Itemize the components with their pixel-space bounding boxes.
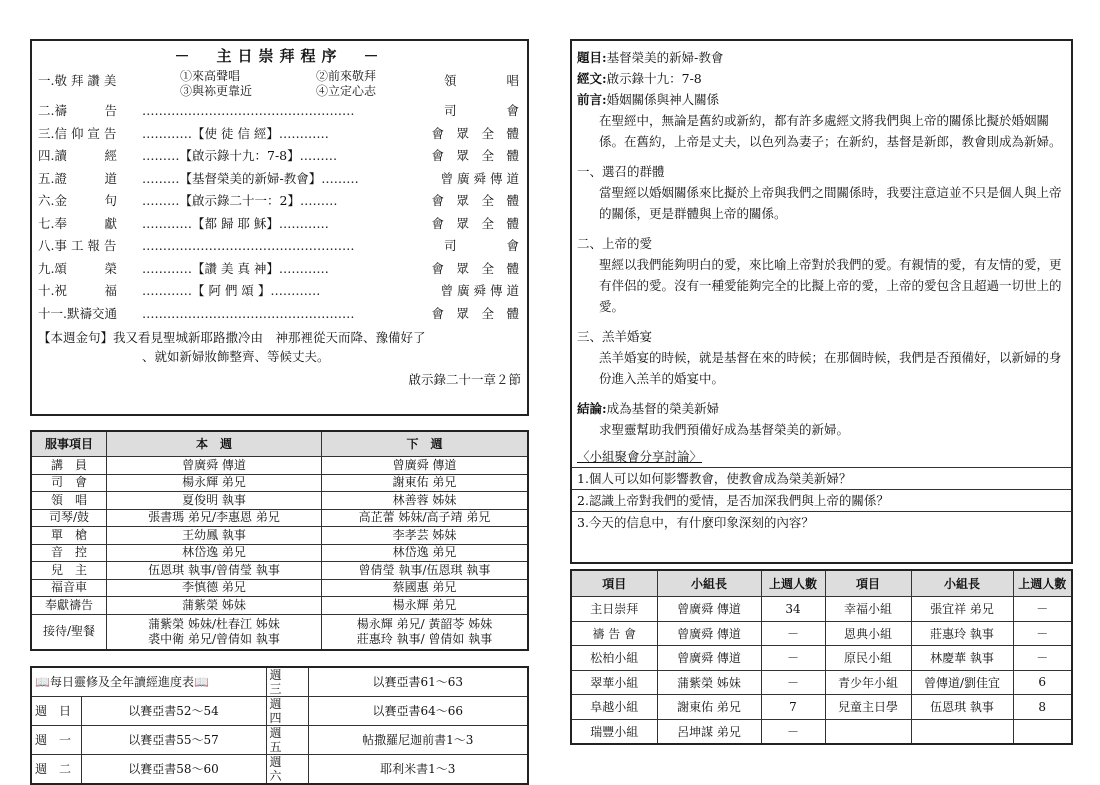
order-item-leader: 曾 廣 舜 傳 道 bbox=[440, 283, 519, 298]
call-to-worship-options bbox=[180, 70, 452, 99]
roster-cell: 福音車 bbox=[31, 579, 107, 597]
group-cell: － bbox=[1013, 597, 1072, 622]
roster-row-reception bbox=[31, 614, 528, 650]
discussion-questions bbox=[577, 467, 1066, 533]
order-item-leader: 會 眾 全 體 bbox=[431, 305, 519, 321]
group-cell: 曾傳道/劉佳宜 bbox=[911, 670, 1013, 695]
order-item-detail: …………【讚 美 真 神】………… bbox=[142, 260, 329, 276]
intro-body: 在聖經中，無論是舊約或新約，都有許多處經文將我們與上帝的關係比擬於婚姻關係。在舊約，上帝是丈夫，以色列為妻子；在新約，基督是新郎，教會則成為新婦。 bbox=[599, 113, 1062, 149]
scripture-label: 經文: bbox=[577, 71, 607, 86]
roster-cell: 高芷蕾 姊妹/高子靖 弟兄 bbox=[322, 509, 529, 527]
order-item-leader: 會 眾 全 體 bbox=[431, 148, 519, 163]
roster-cell bbox=[322, 614, 529, 650]
roster-line: 莊惠玲 執事/ 曾倩如 執事 bbox=[356, 631, 493, 646]
roster-cell: 奉獻禱告 bbox=[31, 597, 107, 615]
reading-text: 以賽亞書52～54 bbox=[81, 697, 266, 726]
roster-row bbox=[31, 562, 528, 580]
roster-cell: 王幼鳳 執事 bbox=[107, 527, 322, 545]
group-header: 上週人數 bbox=[1013, 570, 1072, 597]
roster-row bbox=[31, 509, 528, 527]
order-row bbox=[38, 235, 521, 258]
order-row bbox=[38, 213, 521, 236]
section-heading: 一、選召的群體 bbox=[577, 164, 665, 179]
option-item: ④立定心志 bbox=[316, 84, 377, 98]
order-item-detail: …………【 阿 們 頌 】………… bbox=[142, 283, 321, 298]
order-title: － 主日崇拜程序 － bbox=[174, 47, 385, 65]
group-cell: 曾廣舜 傳道 bbox=[657, 621, 761, 646]
reading-row bbox=[31, 697, 528, 726]
group-cell: 莊惠玲 執事 bbox=[911, 621, 1013, 646]
group-cell: 阜越小組 bbox=[571, 695, 657, 720]
option-item: ③與袮更靠近 bbox=[180, 84, 253, 98]
intro-label: 前言: bbox=[577, 92, 607, 107]
roster-cell: 林岱逸 弟兄 bbox=[107, 544, 322, 562]
roster-line: 楊永輝 弟兄/ 黃韶苓 姊妹 bbox=[356, 616, 493, 631]
group-cell: 林慶華 執事 bbox=[911, 646, 1013, 671]
section-body: 聖經以我們能夠明白的愛，來比喻上帝對於我們的愛。有親情的愛，有友情的愛，更有伴侶的愛。沒有一種愛能夠完全的比擬上帝的愛，上帝的愛包含且超過一切世上的愛。 bbox=[599, 257, 1062, 314]
group-row bbox=[571, 646, 1072, 671]
sermon-section bbox=[577, 233, 1066, 317]
discussion-title: 〈小組聚會分享討論〉 bbox=[577, 449, 703, 464]
reading-text: 以賽亞書64～66 bbox=[308, 697, 528, 726]
reading-row bbox=[31, 667, 528, 697]
group-cell: 張宜祥 弟兄 bbox=[911, 597, 1013, 622]
group-cell: － bbox=[761, 670, 825, 695]
group-cell: 兒童主日學 bbox=[825, 695, 911, 720]
verse-reference: 啟示錄二十一章２節 bbox=[408, 372, 521, 387]
reading-row bbox=[31, 726, 528, 755]
group-cell: 曾廣舜 傳道 bbox=[657, 646, 761, 671]
group-row bbox=[571, 621, 1072, 646]
weekly-verse bbox=[38, 328, 521, 389]
discussion-question: 2.認識上帝對我們的愛情，是否加深我們與上帝的關係？ bbox=[572, 489, 1071, 511]
order-item-leader: 司 會 bbox=[443, 103, 519, 118]
order-row bbox=[38, 145, 521, 168]
reading-text: 耶利米書1～3 bbox=[308, 755, 528, 785]
order-item-label: 三.信 仰 宣 告 bbox=[38, 125, 117, 141]
order-item-leader: 會 眾 全 體 bbox=[431, 193, 519, 208]
order-row bbox=[38, 258, 521, 281]
order-row bbox=[38, 168, 521, 191]
verse-text-1: 我又看見聖城新耶路撒冷由 神那裡從天而降、豫備好了 bbox=[113, 330, 426, 345]
group-attendance-table bbox=[570, 569, 1073, 745]
reading-day: 週 二 bbox=[31, 755, 81, 785]
discussion-question: 1.個人可以如何影響教會，使教會成為榮美新婦？ bbox=[572, 467, 1071, 489]
roster-row bbox=[31, 544, 528, 562]
roster-cell: 曾廣舜 傳道 bbox=[322, 457, 529, 475]
reading-title-cell bbox=[31, 667, 266, 697]
option-item: ②前來敬拜 bbox=[316, 70, 377, 83]
group-cell: 蒲紫榮 姊妹 bbox=[657, 670, 761, 695]
order-item-leader: 曾 廣 舜 傳 道 bbox=[440, 170, 519, 186]
group-cell: 8 bbox=[1013, 695, 1072, 720]
conclusion-heading: 成為基督的榮美新婦 bbox=[606, 401, 720, 416]
group-row bbox=[571, 719, 1072, 744]
roster-cell: 司 會 bbox=[31, 474, 107, 492]
reading-schedule-table bbox=[30, 666, 529, 785]
group-cell: 7 bbox=[761, 695, 825, 720]
reading-day: 週 四 bbox=[266, 697, 308, 726]
sermon-section bbox=[577, 161, 1066, 224]
reading-day: 週 三 bbox=[266, 667, 308, 697]
option-item: ①來高聲唱 bbox=[180, 70, 241, 83]
order-item-label: 十.祝 福 bbox=[38, 283, 117, 298]
group-cell: 伍恩琪 執事 bbox=[911, 695, 1013, 720]
roster-cell: 林善蓉 姊妹 bbox=[322, 492, 529, 510]
roster-header: 服事項目 bbox=[31, 431, 107, 457]
group-cell: 禱 告 會 bbox=[571, 621, 657, 646]
order-item-detail: ………【啟示錄二十一：2】……… bbox=[142, 193, 338, 208]
roster-row bbox=[31, 457, 528, 475]
group-cell: 曾廣舜 傳道 bbox=[657, 597, 761, 622]
reading-text: 以賽亞書58～60 bbox=[81, 755, 266, 785]
order-row bbox=[38, 303, 521, 326]
order-rows bbox=[38, 70, 521, 325]
roster-cell: 蒲紫榮 姊妹 bbox=[107, 597, 322, 615]
reading-title: 每日靈修及全年讀經進度表 bbox=[49, 675, 194, 689]
book-icon: 📖 bbox=[35, 675, 50, 689]
group-header: 項目 bbox=[825, 570, 911, 597]
verse-text-2: 、就如新婦妝飾整齊、等候丈夫。 bbox=[142, 349, 330, 364]
roster-cell: 兒 主 bbox=[31, 562, 107, 580]
roster-cell: 夏俊明 執事 bbox=[107, 492, 322, 510]
order-item-detail: …………………………………………… bbox=[142, 103, 355, 118]
roster-cell: 司琴/鼓 bbox=[31, 509, 107, 527]
order-item-label: 五.證 道 bbox=[38, 170, 117, 186]
service-roster-table bbox=[30, 430, 529, 651]
verse-label: 【本週金句】 bbox=[38, 330, 114, 345]
order-item-detail: ………【啟示錄十九：7-8】……… bbox=[142, 148, 338, 163]
roster-header: 本 週 bbox=[107, 431, 322, 457]
scripture-text: 啟示錄十九：7-8 bbox=[606, 71, 702, 86]
roster-cell bbox=[107, 614, 322, 650]
roster-cell: 張書瑪 弟兄/李惠恩 弟兄 bbox=[107, 509, 322, 527]
group-cell: 34 bbox=[761, 597, 825, 622]
roster-cell: 楊永輝 弟兄 bbox=[107, 474, 322, 492]
roster-line: 裘中衛 弟兄/曾倩如 執事 bbox=[148, 631, 280, 646]
order-item-label: 六.金 句 bbox=[38, 193, 117, 208]
order-item-label: 九.頌 榮 bbox=[38, 260, 117, 276]
roster-row bbox=[31, 492, 528, 510]
order-item-detail: …………【使 徒 信 經】………… bbox=[142, 125, 329, 141]
order-item-label: 十一.默禱交通 bbox=[38, 305, 117, 321]
group-cell: － bbox=[761, 621, 825, 646]
roster-cell: 李孝芸 姊妹 bbox=[322, 527, 529, 545]
section-body: 羔羊婚宴的時候，就是基督在來的時候；在那個時候，我們是否預備好，以新婦的身份進入羔羊的婚宴中。 bbox=[599, 350, 1062, 386]
roster-line: 蒲紫榮 姊妹/杜春江 姊妹 bbox=[148, 616, 280, 631]
sermon-outline bbox=[570, 39, 1073, 564]
order-row bbox=[38, 70, 521, 100]
section-heading: 二、上帝的愛 bbox=[577, 236, 653, 251]
sermon-title-label: 題目: bbox=[577, 50, 607, 65]
order-item-label: 一.敬 拜 讚 美 bbox=[38, 73, 117, 88]
intro-heading: 婚姻關係與神人關係 bbox=[606, 92, 720, 107]
sermon-title: 基督榮美的新婦-教會 bbox=[606, 50, 724, 65]
roster-cell: 蔡國惠 弟兄 bbox=[322, 579, 529, 597]
group-cell: 瑞豐小組 bbox=[571, 719, 657, 744]
conclusion-label: 結論: bbox=[577, 401, 607, 416]
roster-header: 下 週 bbox=[322, 431, 529, 457]
section-body: 當聖經以婚姻關係來比擬於上帝與我們之間關係時，我要注意這並不只是個人與上帝的關係，更是群體與上帝的關係。 bbox=[599, 185, 1062, 221]
roster-cell: 楊永輝 弟兄 bbox=[322, 597, 529, 615]
order-item-leader: 司 會 bbox=[443, 238, 519, 253]
roster-row bbox=[31, 527, 528, 545]
roster-cell: 謝東佑 弟兄 bbox=[322, 474, 529, 492]
order-of-service bbox=[30, 39, 529, 416]
roster-row bbox=[31, 597, 528, 615]
group-cell: － bbox=[1013, 621, 1072, 646]
group-cell: 謝東佑 弟兄 bbox=[657, 695, 761, 720]
reading-day: 週 一 bbox=[31, 726, 81, 755]
reading-text: 以賽亞書55～57 bbox=[81, 726, 266, 755]
order-item-detail: ………【基督榮美的新婦-教會】……… bbox=[142, 170, 359, 186]
book-icon: 📖 bbox=[193, 675, 209, 689]
group-cell: 青少年小組 bbox=[825, 670, 911, 695]
group-cell: 呂坤謀 弟兄 bbox=[657, 719, 761, 744]
order-item-label: 八.事 工 報 告 bbox=[38, 238, 117, 253]
order-row bbox=[38, 100, 521, 123]
reading-day: 週 六 bbox=[266, 755, 308, 785]
group-cell: － bbox=[761, 646, 825, 671]
order-row bbox=[38, 190, 521, 213]
section-heading: 三、羔羊婚宴 bbox=[577, 329, 653, 344]
roster-cell: 領 唱 bbox=[31, 492, 107, 510]
roster-cell: 曾廣舜 傳道 bbox=[107, 457, 322, 475]
group-row bbox=[571, 670, 1072, 695]
order-item-label: 七.奉 獻 bbox=[38, 215, 117, 231]
order-item-leader: 會 眾 全 體 bbox=[431, 215, 519, 231]
group-cell: 恩典小組 bbox=[825, 621, 911, 646]
group-cell bbox=[911, 719, 1013, 744]
order-item-detail: …………【都 歸 耶 穌】………… bbox=[142, 215, 329, 231]
discussion-question: 3.今天的信息中，有什麼印象深刻的內容？ bbox=[572, 511, 1071, 533]
group-cell: 松柏小組 bbox=[571, 646, 657, 671]
reading-text: 帖撒羅尼迦前書1～3 bbox=[308, 726, 528, 755]
order-row bbox=[38, 280, 521, 303]
group-cell: 翠華小組 bbox=[571, 670, 657, 695]
group-cell: 6 bbox=[1013, 670, 1072, 695]
reading-row bbox=[31, 755, 528, 785]
order-item-detail: …………………………………………… bbox=[142, 238, 355, 253]
order-item-leader: 會 眾 全 體 bbox=[431, 125, 519, 141]
sermon-section bbox=[577, 326, 1066, 389]
group-cell: 幸福小組 bbox=[825, 597, 911, 622]
group-cell: － bbox=[761, 719, 825, 744]
reading-text: 以賽亞書61～63 bbox=[308, 667, 528, 697]
group-row bbox=[571, 695, 1072, 720]
roster-cell: 講 員 bbox=[31, 457, 107, 475]
group-cell bbox=[1013, 719, 1072, 744]
group-cell: － bbox=[1013, 646, 1072, 671]
roster-cell: 伍恩琪 執事/曾倩瑩 執事 bbox=[107, 562, 322, 580]
group-header: 小組長 bbox=[657, 570, 761, 597]
reading-day: 週 日 bbox=[31, 697, 81, 726]
group-header: 上週人數 bbox=[761, 570, 825, 597]
sermon-sections bbox=[577, 161, 1066, 389]
order-row bbox=[38, 123, 521, 146]
group-cell: 原民小組 bbox=[825, 646, 911, 671]
roster-cell: 林岱逸 弟兄 bbox=[322, 544, 529, 562]
group-header: 項目 bbox=[571, 570, 657, 597]
roster-cell: 接待/聖餐 bbox=[31, 614, 107, 650]
group-row bbox=[571, 597, 1072, 622]
roster-row bbox=[31, 474, 528, 492]
roster-cell: 曾倩瑩 執事/伍恩琪 執事 bbox=[322, 562, 529, 580]
order-item-label: 四.讀 經 bbox=[38, 148, 117, 163]
group-header: 小組長 bbox=[911, 570, 1013, 597]
order-item-leader: 會 眾 全 體 bbox=[431, 260, 519, 276]
roster-cell: 音 控 bbox=[31, 544, 107, 562]
conclusion-body: 求聖靈幫助我們預備好成為基督榮美的新婦。 bbox=[599, 422, 850, 437]
order-item-detail: …………………………………………… bbox=[142, 305, 355, 321]
roster-row bbox=[31, 579, 528, 597]
group-cell bbox=[825, 719, 911, 744]
order-item-leader: 領 唱 bbox=[443, 73, 519, 88]
roster-cell: 單 槍 bbox=[31, 527, 107, 545]
roster-cell: 李慎德 弟兄 bbox=[107, 579, 322, 597]
reading-day: 週 五 bbox=[266, 726, 308, 755]
order-item-label: 二.禱 告 bbox=[38, 103, 117, 118]
group-cell: 主日崇拜 bbox=[571, 597, 657, 622]
